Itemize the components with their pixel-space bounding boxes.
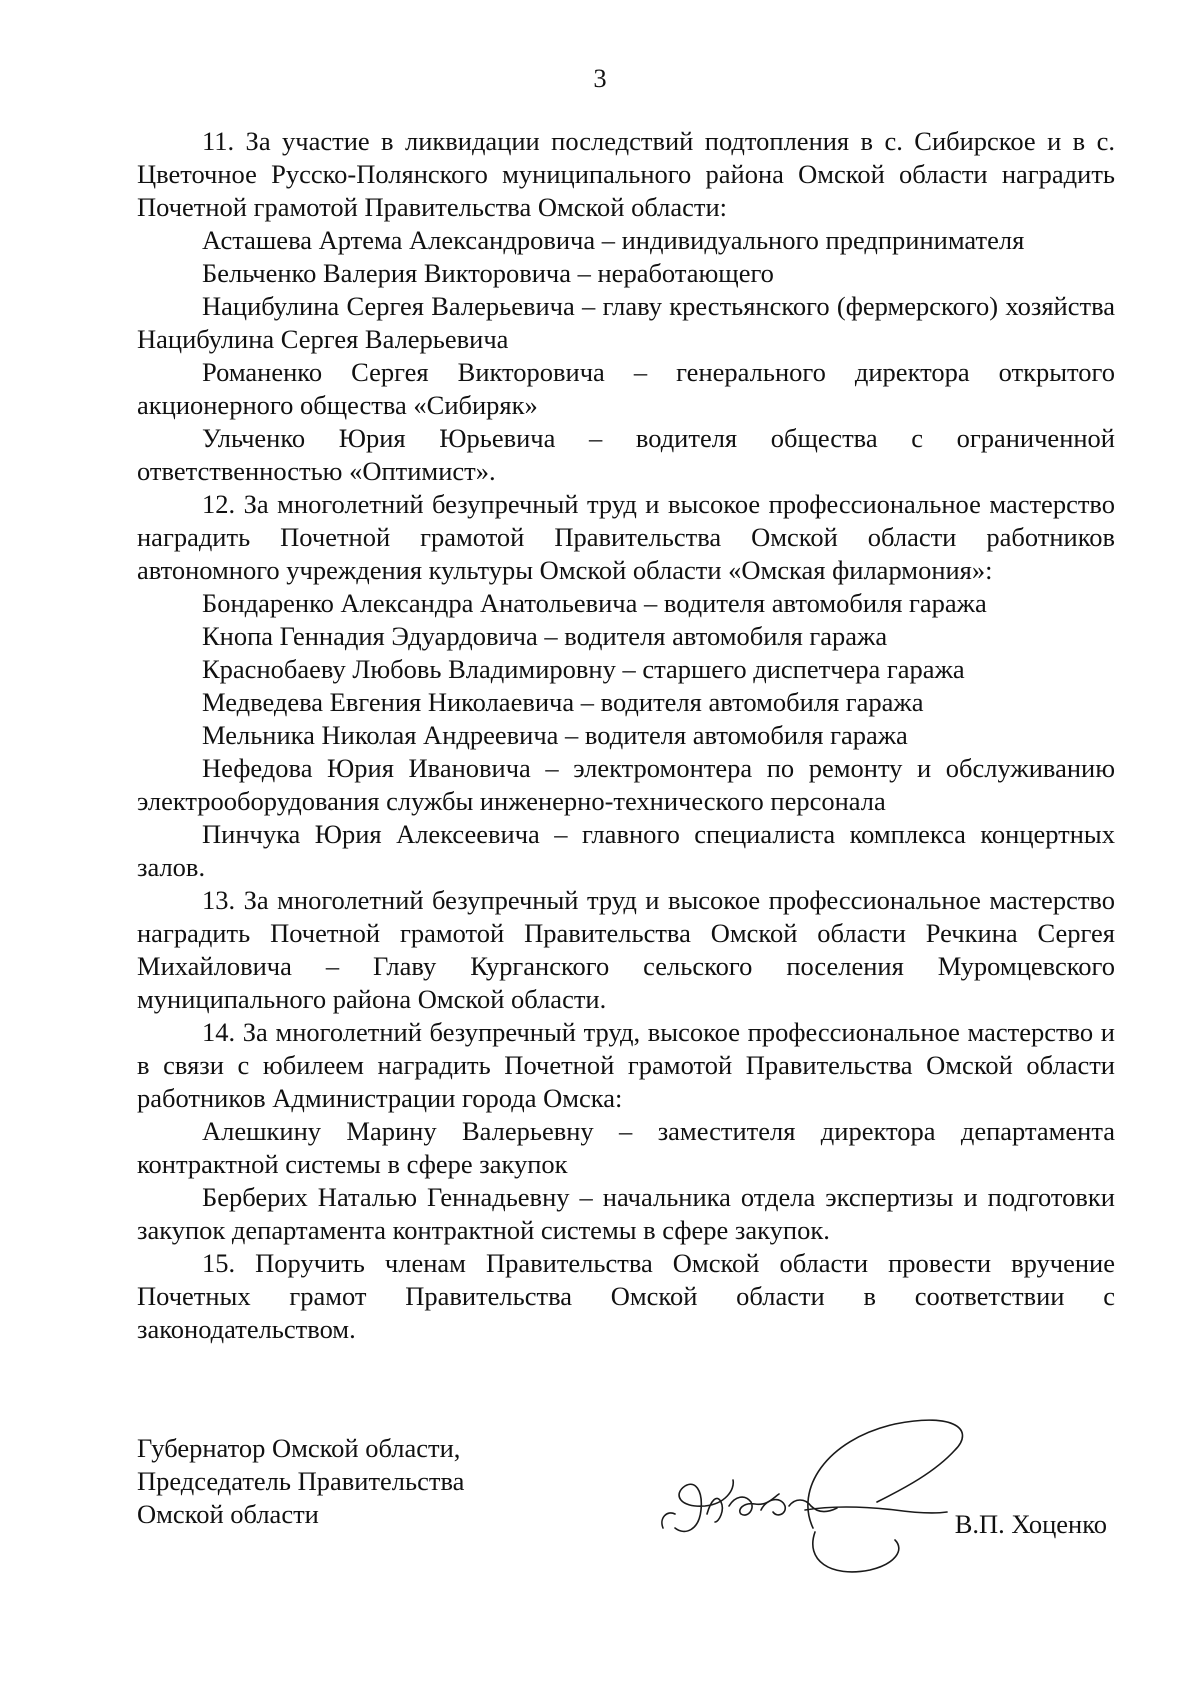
award-recipient: Берберих Наталью Геннадьевну – начальника отдела экспертизы и подготовки закупок департамента контрактной системы в сфере закупок.: [137, 1182, 1115, 1245]
award-recipient: Пинчука Юрия Алексеевича – главного специалиста комплекса концертных залов.: [137, 819, 1115, 882]
award-recipient: Кнопа Геннадия Эдуардовича – водителя автомобиля гаража: [202, 621, 888, 651]
signer-name: В.П. Хоценко: [954, 1509, 1107, 1539]
award-recipient: Асташева Артема Александровича – индивидуального предпринимателя: [202, 225, 1025, 255]
award-recipient: Нефедова Юрия Ивановича – электромонтера по ремонту и обслуживанию электрооборудования службы инженерно-технического персонала: [137, 753, 1115, 816]
numbered-paragraph: 12. За многолетний безупречный труд и высокое профессиональное мастерство наградить Почетной грамотой Правительства Омской области работников автономного учреждения культуры Омской области «Омская филармония»:: [137, 489, 1115, 585]
numbered-paragraph: 14. За многолетний безупречный труд, высокое профессиональное мастерство и в связи с юбилеем наградить Почетной грамотой Правительства Омской области работников Администрации города Омска:: [137, 1017, 1115, 1113]
document-body: [137, 125, 1115, 1346]
page-number: 3: [593, 63, 607, 93]
signer-title-line: Омской области: [137, 1499, 319, 1529]
signer-title-line: Председатель Правительства: [137, 1466, 465, 1496]
numbered-paragraph: 13. За многолетний безупречный труд и высокое профессиональное мастерство наградить Почетной грамотой Правительства Омской области Речкина Сергея Михайловича – Главу Курганского сельского поселения Муромцевского муниципального района Омской области.: [137, 885, 1115, 1014]
award-recipient: Краснобаеву Любовь Владимировну – старшего диспетчера гаража: [202, 654, 965, 684]
signature-block: [137, 1432, 1115, 1602]
award-recipient: Нацибулина Сергея Валерьевича – главу крестьянского (фермерского) хозяйства Нацибулина Сергея Валерьевича: [137, 291, 1115, 354]
award-recipient: Алешкину Марину Валерьевну – заместителя директора департамента контрактной системы в сфере закупок: [137, 1116, 1115, 1179]
award-recipient: Романенко Сергея Викторовича – генерального директора открытого акционерного общества «Сибиряк»: [137, 357, 1115, 420]
numbered-paragraph: 11. За участие в ликвидации последствий подтопления в с. Сибирское и в с. Цветочное Русско-Полянского муниципального района Омской области наградить Почетной грамотой Правительства Омской области:: [137, 126, 1115, 222]
award-recipient: Бельченко Валерия Викторовича – неработающего: [202, 258, 774, 288]
award-recipient: Медведева Евгения Николаевича – водителя автомобиля гаража: [202, 687, 924, 717]
award-recipient: Бондаренко Александра Анатольевича – водителя автомобиля гаража: [202, 588, 987, 618]
award-recipient: Мельника Николая Андреевича – водителя автомобиля гаража: [202, 720, 908, 750]
numbered-paragraph: 15. Поручить членам Правительства Омской области провести вручение Почетных грамот Правительства Омской области в соответствии с законодательством.: [137, 1248, 1115, 1344]
signer-title-line: Губернатор Омской области,: [137, 1433, 461, 1463]
handwritten-signature: [655, 1410, 995, 1582]
signer-title: [137, 1432, 557, 1531]
award-recipient: Ульченко Юрия Юрьевича – водителя общества с ограниченной ответственностью «Оптимист».: [137, 423, 1115, 486]
